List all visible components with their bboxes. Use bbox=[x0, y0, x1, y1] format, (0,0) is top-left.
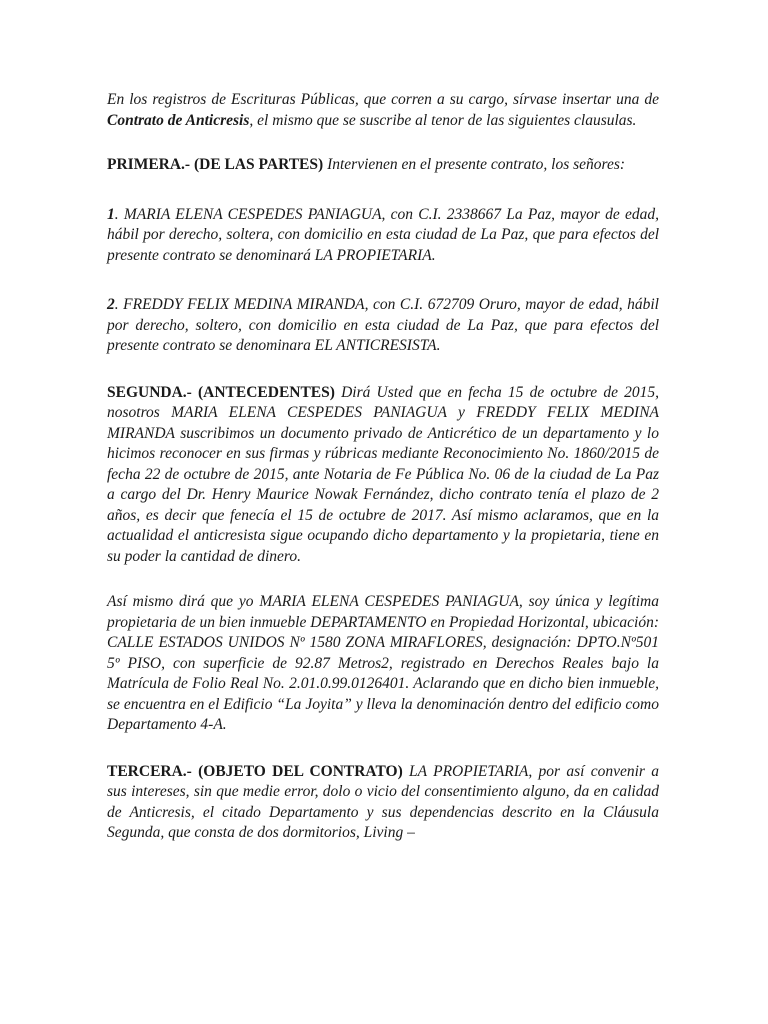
intro-text: En los registros de Escrituras Públicas, que corren a su cargo, sírvase insertar una de bbox=[107, 91, 659, 108]
party-2-text: . FREDDY FELIX MEDINA MIRANDA, con C.I. 672709 Oruro, mayor de edad, hábil por derecho, soltero, con domicilio en esta ciudad de La Paz, que para efectos del presente contrato se denominara EL ANTICRESISTA. bbox=[107, 296, 659, 354]
clause-tercera bbox=[107, 762, 659, 844]
clause-text-segunda: Dirá Usted que en fecha 15 de octubre de 2015, nosotros MARIA ELENA CESPEDES PANIAGUA y FREDDY FELIX MEDINA MIRANDA suscribimos un documento privado de Anticrético de un departamento y lo hicimos reconocer en sus firmas y rúbricas mediante Reconocimiento No. 1860/2015 de fecha 22 de octubre de 2015, ante Notaria de Fe Pública No. 06 de la ciudad de La Paz a cargo del Dr. Henry Maurice Nowak Fernández, dicho contrato tenía el plazo de 2 años, es decir que fenecía el 15 de octubre de 2017. Así mismo aclaramos, que en la actualidad el anticresista sigue ocupando dicho departamento y la propietaria, tiene en su poder la cantidad de dinero. bbox=[107, 383, 659, 565]
clause-text-primera: Intervienen en el presente contrato, los señores: bbox=[323, 156, 626, 173]
clause-heading-primera: PRIMERA.- (DE LAS PARTES) bbox=[107, 156, 324, 173]
party-1 bbox=[107, 205, 659, 267]
property-paragraph bbox=[107, 592, 659, 736]
clause-segunda bbox=[107, 383, 659, 568]
party-2 bbox=[107, 295, 659, 357]
clause-heading-tercera: TERCERA.- (OBJETO DEL CONTRATO) bbox=[107, 762, 403, 780]
clause-text-tercera: LA PROPIETARIA, por así convenir a sus intereses, sin que medie error, dolo o vicio del consentimiento alguno, da en calidad de Anticresis, el citado Departamento y sus dependencias descrito en la Cláusula Segunda, que consta de dos dormitorios, Living – bbox=[107, 762, 659, 841]
document-page bbox=[107, 90, 659, 844]
property-text: Así mismo dirá que yo MARIA ELENA CESPEDES PANIAGUA, soy única y legítima propietaria de un bien inmueble DEPARTAMENTO en Propiedad Horizontal, ubicación: CALLE ESTADOS UNIDOS Nº 1580 ZONA MIRAFLORES, designación: DPTO.Nº501 5º PISO, con superficie de 92.87 Metros2, registrado en Derechos Reales bajo la Matrícula de Folio Real No. 2.01.0.99.0126401. Aclarando que en dicho bien inmueble, se encuentra en el Edificio “La Joyita” y lleva la denominación dentro del edificio como Departamento 4-A. bbox=[107, 593, 659, 733]
party-1-text: . MARIA ELENA CESPEDES PANIAGUA, con C.I. 2338667 La Paz, mayor de edad, hábil por derecho, soltera, con domicilio en esta ciudad de La Paz, que para efectos del presente contrato se denominará LA PROPIETARIA. bbox=[107, 205, 659, 264]
party-2-number: 2 bbox=[107, 296, 115, 313]
contract-name: Contrato de Anticresis bbox=[107, 111, 250, 129]
intro-paragraph bbox=[107, 90, 659, 131]
clause-heading-segunda: SEGUNDA.- (ANTECEDENTES) bbox=[107, 383, 335, 401]
intro-text-end: , el mismo que se suscribe al tenor de las siguientes clausulas. bbox=[249, 111, 637, 129]
party-1-number: 1 bbox=[107, 205, 115, 223]
clause-primera bbox=[107, 155, 659, 176]
